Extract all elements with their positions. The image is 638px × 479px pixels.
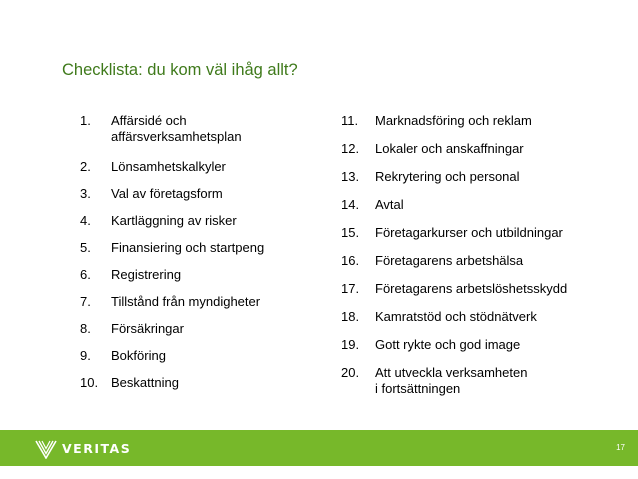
list-item — [80, 348, 264, 364]
item-text: Affärsidé och affärsverksamhetsplan — [111, 113, 242, 144]
item-number: 4. — [80, 213, 91, 228]
list-item — [341, 253, 567, 269]
item-number: 7. — [80, 294, 91, 309]
list-item — [80, 267, 264, 283]
item-text: Företagarens arbetslöshetsskydd — [375, 281, 568, 296]
item-text: Gott rykte och god image — [375, 337, 521, 352]
list-item — [341, 281, 567, 297]
item-text: Kamratstöd och stödnätverk — [375, 309, 537, 324]
item-number: 15. — [341, 225, 360, 240]
item-number: 14. — [341, 197, 360, 212]
item-number: 16. — [341, 253, 360, 268]
item-number: 13. — [341, 169, 360, 184]
item-number: 12. — [341, 141, 360, 156]
item-number: 18. — [341, 309, 360, 324]
list-item — [341, 365, 567, 397]
list-item — [341, 225, 567, 241]
item-number: 8. — [80, 321, 91, 336]
item-text: Marknadsföring och reklam — [375, 113, 532, 128]
veritas-v-logo-icon — [35, 439, 57, 459]
item-text: Bokföring — [111, 348, 166, 363]
item-text: Företagarkurser och utbildningar — [375, 225, 563, 240]
item-number: 1. — [80, 113, 91, 128]
list-item — [341, 141, 567, 157]
list-item — [341, 309, 567, 325]
item-number: 20. — [341, 365, 360, 380]
list-item — [80, 294, 264, 310]
item-text: Finansiering och startpeng — [111, 240, 265, 255]
list-item — [80, 213, 264, 229]
list-item — [341, 113, 567, 129]
list-item — [341, 169, 567, 185]
item-number: 17. — [341, 281, 360, 296]
list-item — [80, 159, 264, 175]
item-number: 3. — [80, 186, 91, 201]
item-text: Tillstånd från myndigheter — [111, 294, 261, 309]
item-number: 11. — [341, 113, 359, 128]
item-number: 19. — [341, 337, 360, 352]
logo-text: VERITAS — [62, 441, 132, 456]
list-item — [80, 186, 264, 202]
list-item — [80, 375, 264, 391]
item-text: Beskattning — [111, 375, 179, 390]
item-text: Försäkringar — [111, 321, 184, 336]
list-item — [80, 321, 264, 337]
list-item — [80, 113, 264, 145]
item-text: Lokaler och anskaffningar — [375, 141, 524, 156]
item-text: Registrering — [111, 267, 182, 282]
item-number: 10. — [80, 375, 99, 390]
veritas-logo — [35, 439, 131, 459]
list-item — [80, 240, 264, 256]
item-text: Val av företagsform — [111, 186, 223, 201]
item-number: 6. — [80, 267, 91, 282]
slide-title: Checklista: du kom väl ihåg allt? — [62, 61, 298, 79]
item-text: Rekrytering och personal — [375, 169, 520, 184]
checklist-right — [341, 113, 567, 409]
item-text: Företagarens arbetshälsa — [375, 253, 524, 268]
item-number: 2. — [80, 159, 91, 174]
checklist-left — [80, 113, 264, 402]
item-number: 9. — [80, 348, 91, 363]
list-item — [341, 337, 567, 353]
footer-bar — [0, 430, 638, 466]
item-number: 5. — [80, 240, 91, 255]
list-item — [341, 197, 567, 213]
item-text: Kartläggning av risker — [111, 213, 237, 228]
page-number: 17 — [616, 443, 625, 452]
item-text: Lönsamhetskalkyler — [111, 159, 226, 174]
item-text: Avtal — [375, 197, 404, 212]
item-text: Att utveckla verksamheten i fortsättningen — [375, 365, 528, 396]
